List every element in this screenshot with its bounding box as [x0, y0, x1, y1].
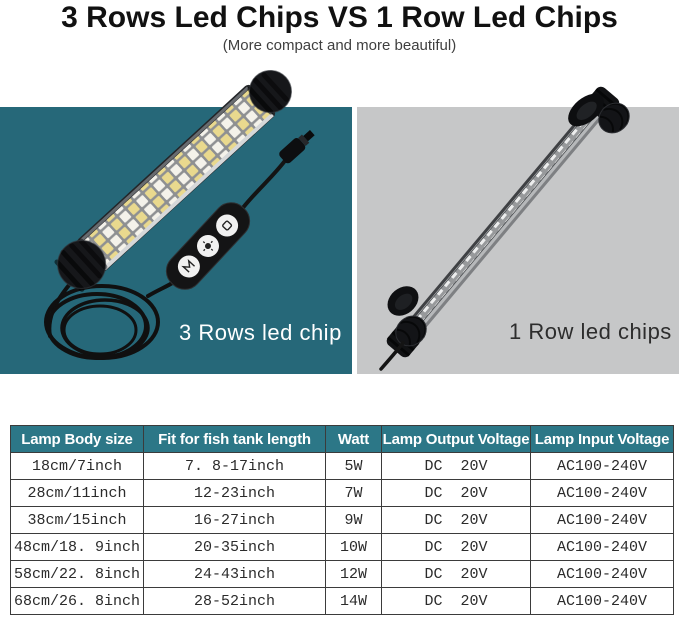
table-row: [11, 507, 674, 534]
controller-to-plug-wire: [242, 158, 287, 209]
col-header-input-voltage: Lamp Input Voltage: [531, 426, 674, 453]
label-3rows: 3 Rows led chip: [179, 320, 342, 345]
col-header-tank-length: Fit for fish tank length: [144, 426, 326, 453]
col-header-body-size: Lamp Body size: [11, 426, 144, 453]
cell-tank-length: 28-52inch: [144, 588, 326, 615]
cell-input-voltage: AC100-240V: [531, 507, 674, 534]
cell-body-size: 28cm/11inch: [11, 480, 144, 507]
cell-output-voltage: DC 20V: [382, 534, 531, 561]
cell-input-voltage: AC100-240V: [531, 561, 674, 588]
cell-output-voltage: DC 20V: [382, 507, 531, 534]
cell-body-size: 58cm/22. 8inch: [11, 561, 144, 588]
cell-body-size: 48cm/18. 9inch: [11, 534, 144, 561]
table-row: [11, 480, 674, 507]
cell-input-voltage: AC100-240V: [531, 480, 674, 507]
table-row: [11, 453, 674, 480]
dc-power-plug: [278, 127, 318, 165]
cell-watt: 10W: [326, 534, 382, 561]
spec-table: [10, 425, 674, 615]
cell-tank-length: 20-35inch: [144, 534, 326, 561]
cell-watt: 12W: [326, 561, 382, 588]
lamp-controller: [159, 196, 256, 297]
cell-body-size: 68cm/26. 8inch: [11, 588, 144, 615]
cell-tank-length: 16-27inch: [144, 507, 326, 534]
comparison-figure: [0, 70, 679, 374]
cell-body-size: 38cm/15inch: [11, 507, 144, 534]
cell-input-voltage: AC100-240V: [531, 588, 674, 615]
spec-table-header-row: [11, 426, 674, 453]
cell-watt: 9W: [326, 507, 382, 534]
cell-input-voltage: AC100-240V: [531, 453, 674, 480]
cell-output-voltage: DC 20V: [382, 480, 531, 507]
page-subtitle: (More compact and more beautiful): [222, 37, 457, 54]
cell-watt: 5W: [326, 453, 382, 480]
table-row: [11, 588, 674, 615]
cell-output-voltage: DC 20V: [382, 561, 531, 588]
col-header-watt: Watt: [326, 426, 382, 453]
cable-coil: [46, 270, 174, 358]
cell-tank-length: 12-23inch: [144, 480, 326, 507]
cell-body-size: 18cm/7inch: [11, 453, 144, 480]
cell-watt: 14W: [326, 588, 382, 615]
col-header-output-voltage: Lamp Output Voltage: [382, 426, 531, 453]
cell-tank-length: 24-43inch: [144, 561, 326, 588]
label-1row: 1 Row led chips: [509, 319, 672, 344]
cell-tank-length: 7. 8-17inch: [144, 453, 326, 480]
cell-output-voltage: DC 20V: [382, 453, 531, 480]
table-row: [11, 561, 674, 588]
cell-watt: 7W: [326, 480, 382, 507]
page-title: 3 Rows Led Chips VS 1 Row Led Chips: [61, 1, 618, 34]
table-row: [11, 534, 674, 561]
cell-input-voltage: AC100-240V: [531, 534, 674, 561]
cell-output-voltage: DC 20V: [382, 588, 531, 615]
